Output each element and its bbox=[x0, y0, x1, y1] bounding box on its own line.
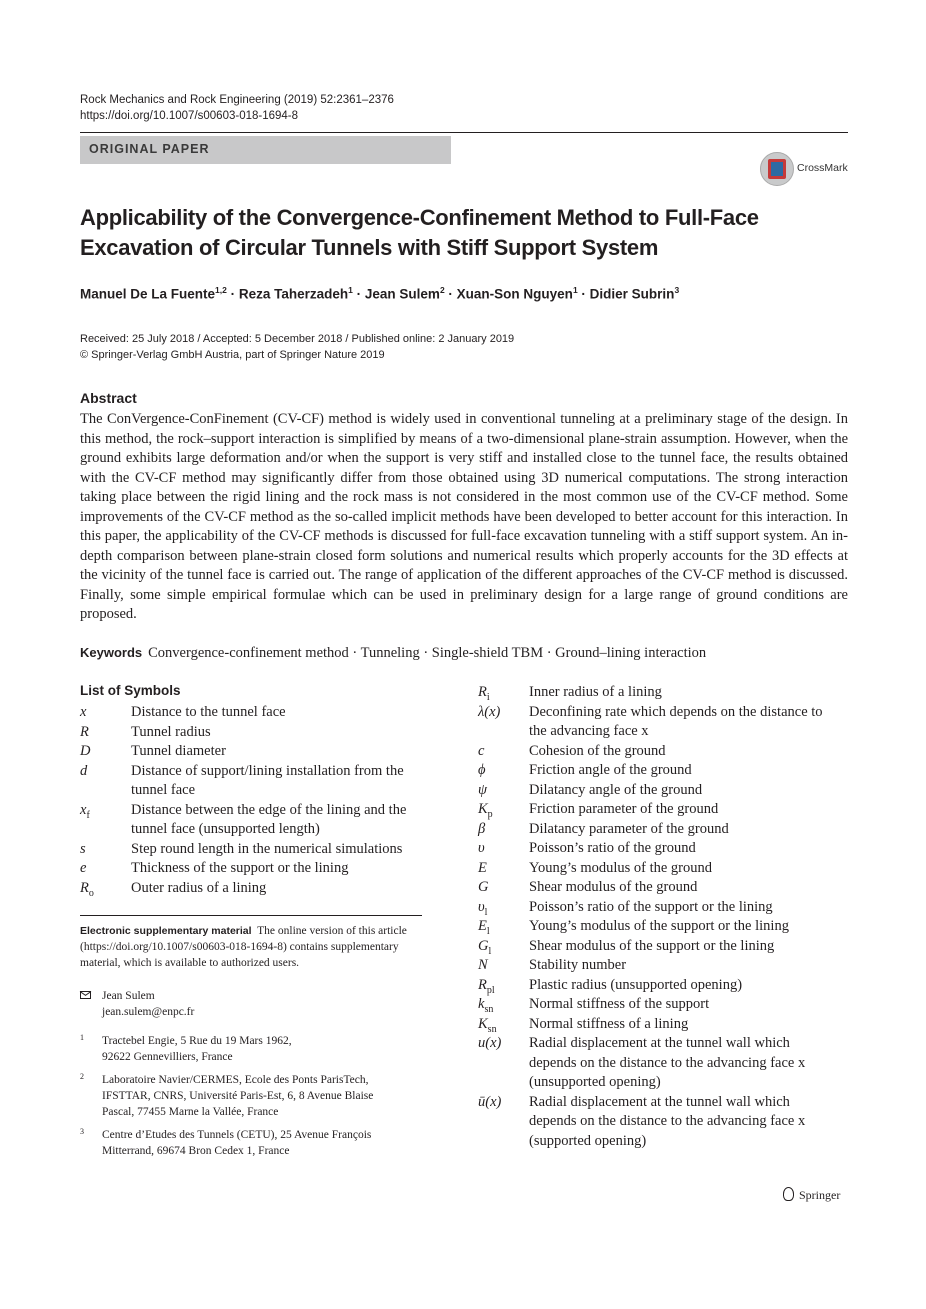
crossmark-badge[interactable] bbox=[760, 152, 850, 186]
author-name: Didier Subrin bbox=[589, 286, 675, 302]
crossmark-label: CrossMark bbox=[797, 162, 848, 174]
keywords-label: Keywords bbox=[80, 645, 143, 660]
symbol-key: x bbox=[80, 704, 87, 720]
symbol-key: d bbox=[80, 762, 88, 779]
symbol-description: Poisson’s ratio of the support or the lining bbox=[529, 898, 773, 915]
section-banner bbox=[80, 136, 451, 164]
crossmark-icon bbox=[760, 152, 794, 186]
symbol-key: ū(x) bbox=[478, 1093, 502, 1110]
esm-link[interactable]: https://doi.org/10.1007/s00603-018-1694-8 bbox=[83, 941, 283, 953]
symbol-key: υ bbox=[478, 840, 485, 856]
symbol-description: Radial displacement at the tunnel wall which bbox=[529, 1093, 790, 1110]
title-line-1: Applicability of the Convergence-Confinement Method to Full-Face bbox=[80, 205, 759, 230]
author-name: Manuel De La Fuente bbox=[80, 286, 216, 302]
symbol-key: λ(x) bbox=[478, 703, 501, 720]
journal-header bbox=[80, 92, 394, 124]
affiliation-number: 3 bbox=[80, 1127, 84, 1136]
symbol-description: Dilatancy angle of the ground bbox=[529, 781, 703, 798]
symbol-key: $E_l$ bbox=[478, 918, 490, 937]
esm-note bbox=[80, 923, 425, 971]
symbol-key: s bbox=[80, 840, 86, 857]
affiliation-line: Tractebel Engie, 5 Rue du 19 Mars 1962, bbox=[102, 1035, 292, 1047]
affiliation-number: 1 bbox=[80, 1033, 84, 1042]
affiliation-number: 2 bbox=[80, 1072, 84, 1081]
symbol-description: Normal stiffness of the support bbox=[529, 996, 710, 1012]
symbol-key: u(x) bbox=[478, 1035, 502, 1051]
copyright-line: © Springer-Verlag GmbH Austria, part of Springer Nature 2019 bbox=[80, 349, 385, 361]
symbol-description: Tunnel diameter bbox=[131, 743, 226, 759]
symbol-description: Thickness of the support or the lining bbox=[131, 860, 349, 876]
dates-line: Received: 25 July 2018 / Accepted: 5 December 2018 / Published online: 2 January 2019 bbox=[80, 333, 515, 345]
symbol-description: tunnel face (unsupported length) bbox=[131, 821, 320, 837]
title-line-2: Excavation of Circular Tunnels with Stiff Support System bbox=[80, 235, 659, 260]
symbol-description: Young’s modulus of the support or the lining bbox=[529, 918, 789, 934]
symbol-key: $x_f$ bbox=[80, 801, 90, 821]
symbol-key: ψ bbox=[478, 781, 488, 798]
symbol-description: Cohesion of the ground bbox=[529, 742, 666, 759]
symbol-description: tunnel face bbox=[131, 782, 196, 798]
symbol-description: (unsupported opening) bbox=[529, 1074, 661, 1090]
keywords-list: Convergence-confinement method · Tunneling · Single-shield TBM · Ground–lining interaction bbox=[148, 645, 707, 661]
symbol-description: Deconfining rate which depends on the distance to bbox=[529, 703, 823, 720]
symbol-description: Plastic radius (unsupported opening) bbox=[529, 976, 743, 993]
paper-title bbox=[80, 203, 850, 263]
springer-horse-icon bbox=[783, 1187, 794, 1201]
symbol-key: c bbox=[478, 742, 485, 759]
symbol-description: Stability number bbox=[529, 957, 627, 973]
affiliation-line: 92622 Gennevilliers, France bbox=[102, 1051, 233, 1063]
symbol-key: G bbox=[478, 879, 489, 895]
symbol-key: $K_{sn}$ bbox=[478, 1015, 497, 1035]
section-label: ORIGINAL PAPER bbox=[89, 142, 210, 156]
affiliation-line: Laboratoire Navier/CERMES, Ecole des Ponts ParisTech, bbox=[102, 1074, 369, 1086]
affiliation-line: Mitterrand, 69674 Bron Cedex 1, France bbox=[102, 1145, 290, 1157]
symbol-key: N bbox=[478, 957, 488, 973]
symbol-key: e bbox=[80, 860, 87, 876]
symbol-description: Distance of support/lining installation from the bbox=[131, 762, 404, 779]
symbol-key: $G_l$ bbox=[478, 937, 492, 957]
header-rule bbox=[80, 132, 848, 133]
symbol-key: ϕ bbox=[478, 762, 486, 778]
symbol-key: $R_{pl}$ bbox=[478, 976, 495, 996]
article-history bbox=[80, 331, 514, 363]
abstract-body: The ConVergence-ConFinement (CV-CF) method is widely used in conventional tunneling at a preliminary stage of the design. In this method, the rock–support interaction is simplified by means of a two-dimensional plane-strain assumption. However, when the ground exhibits large deformation and/or when the support is very stiff and installed close to the tunnel face, the results obtained with the CV-CF method may significantly differ from those obtained using 3D numerical computations. The strong interaction taking place between the rigid lining and the rock mass is not considered in the most common use of the CV-CF method. Some improvements of the CV-CF method as the so-called implicit methods have been developed to better account for this interaction. In this paper, the applicability of the CV-CF methods is discussed for full-face excavation tunneling with a stiff support system. An in-depth comparison between plane-strain closed form solutions and numerical results which properly accounts for the 3D effects at the vicinity of the tunnel face is carried out. The range of application of the different approaches of the CV-CF method is discussed. Finally, some simple empirical formulae which can be used in preliminary design for a large range of ground conditions are proposed. bbox=[80, 411, 848, 622]
symbol-key: $k_{sn}$ bbox=[478, 996, 494, 1015]
symbol-key: $K_p$ bbox=[478, 801, 493, 820]
symbol-description: Step round length in the numerical simulations bbox=[131, 840, 403, 857]
esm-label: Electronic supplementary material bbox=[80, 925, 252, 937]
symbol-description: Outer radius of a lining bbox=[131, 879, 267, 896]
symbol-key: R bbox=[80, 723, 89, 740]
symbol-description: Shear modulus of the ground bbox=[529, 879, 698, 895]
symbol-description: Friction angle of the ground bbox=[529, 762, 692, 778]
symbol-key: $R_o$ bbox=[80, 879, 94, 899]
symbol-key: β bbox=[478, 820, 486, 837]
symbol-description: Shear modulus of the support or the lining bbox=[529, 937, 775, 954]
author-name: Reza Taherzadeh bbox=[238, 286, 349, 302]
author-name: Xuan-Son Nguyen bbox=[456, 286, 573, 302]
symbol-description: Distance between the edge of the lining and the bbox=[131, 801, 407, 818]
author-affiliation-mark: 2 bbox=[439, 285, 445, 295]
journal-citation: Rock Mechanics and Rock Engineering (2019) 52:2361–2376 bbox=[80, 94, 394, 106]
symbol-description: depends on the distance to the advancing face x bbox=[529, 1113, 806, 1129]
symbol-description: Distance to the tunnel face bbox=[131, 704, 286, 720]
author-affiliation-mark: 1 bbox=[348, 285, 353, 295]
footnote-rule bbox=[80, 915, 422, 916]
doi-link[interactable]: https://doi.org/10.1007/s00603-018-1694-8 bbox=[80, 110, 299, 122]
symbol-description: depends on the distance to the advancing face x bbox=[529, 1054, 806, 1071]
affiliation-line: Pascal, 77455 Marne la Vallée, France bbox=[102, 1106, 279, 1118]
symbol-key: D bbox=[80, 743, 91, 759]
author-affiliation-mark: 1 bbox=[572, 285, 578, 295]
corr-email[interactable]: jean.sulem@enpc.fr bbox=[102, 1006, 195, 1018]
symbol-description: Friction parameter of the ground bbox=[529, 801, 719, 817]
symbol-description: Poisson’s ratio of the ground bbox=[529, 840, 696, 856]
symbol-key: E bbox=[478, 859, 487, 876]
symbol-key: $\upsilon_l$ bbox=[478, 898, 488, 918]
affiliation-line: Centre d’Etudes des Tunnels (CETU), 25 Avenue François bbox=[102, 1129, 372, 1141]
correspondence bbox=[80, 988, 194, 1020]
esm-text-2: ) contains supplementary material, which is available to authorized users. bbox=[80, 941, 399, 969]
publisher-logo bbox=[783, 1187, 840, 1203]
author-name: Jean Sulem bbox=[364, 286, 440, 302]
author-list: Manuel De La Fuente$^{1,2}$ · Reza Taherzadeh$^1$ · Jean Sulem$^2$ · Xuan-Son Nguyen$^1$ · Didier Subrin$^3$ bbox=[80, 285, 680, 302]
abstract-heading: Abstract bbox=[80, 390, 137, 406]
symbols-heading: List of Symbols bbox=[80, 683, 181, 698]
symbol-description: Dilatancy parameter of the ground bbox=[529, 820, 729, 837]
corr-name: Jean Sulem bbox=[102, 990, 155, 1002]
symbol-description: Inner radius of a lining bbox=[529, 684, 662, 700]
envelope-icon bbox=[80, 991, 91, 999]
author-affiliation-mark: 1,2 bbox=[215, 285, 227, 295]
author-affiliation-mark: 3 bbox=[674, 285, 680, 295]
symbol-key: $R_i$ bbox=[478, 684, 490, 703]
publisher-name: Springer bbox=[799, 1188, 841, 1202]
affiliation-line: IFSTTAR, CNRS, Université Paris-Est, 6, 8 Avenue Blaise bbox=[102, 1090, 374, 1102]
symbol-description: Tunnel radius bbox=[131, 723, 211, 740]
symbol-description: the advancing face x bbox=[529, 723, 649, 739]
symbol-description: (supported opening) bbox=[529, 1132, 647, 1149]
symbol-description: Radial displacement at the tunnel wall which bbox=[529, 1035, 790, 1051]
symbol-description: Normal stiffness of a lining bbox=[529, 1015, 689, 1032]
esm-text: The online version of this article ( bbox=[80, 925, 407, 953]
symbol-description: Young’s modulus of the ground bbox=[529, 859, 713, 876]
keywords bbox=[80, 645, 706, 662]
